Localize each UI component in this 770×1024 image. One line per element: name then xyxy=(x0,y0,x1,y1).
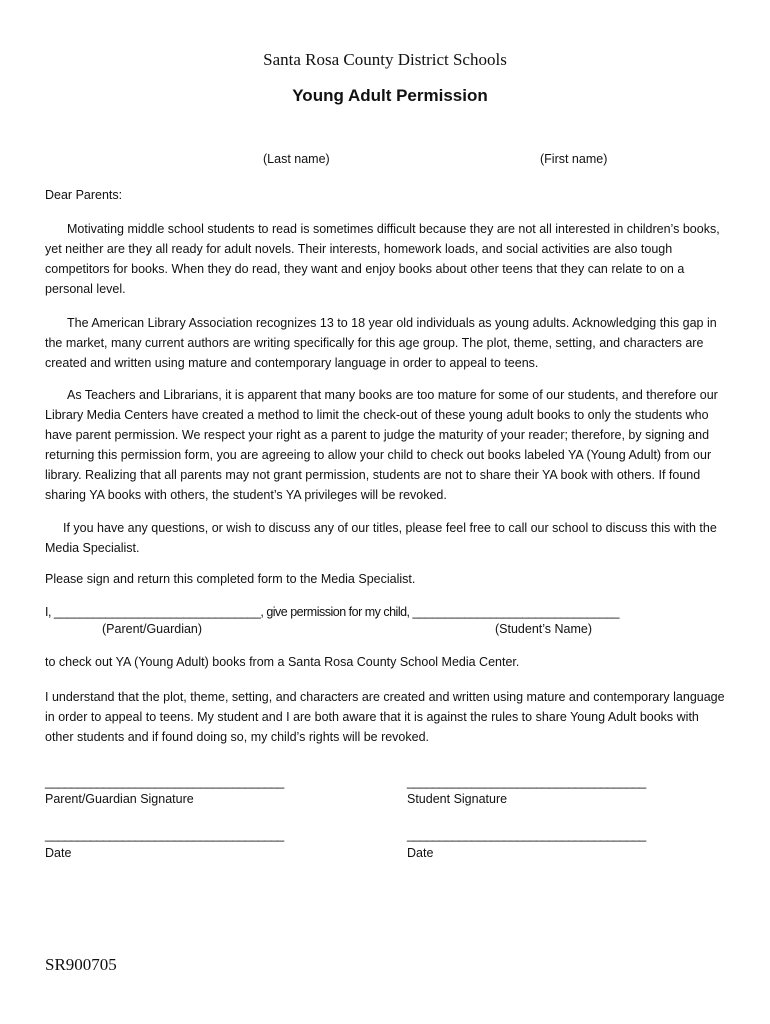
student-signature-line: _____________________________________ xyxy=(407,775,646,789)
parent-guardian-label: (Parent/Guardian) xyxy=(102,622,203,636)
permission-line: I, ________________________________, give permission for my child, ________________________________ xyxy=(45,605,619,619)
parent-date-label: Date xyxy=(45,846,72,860)
last-name-label: (Last name) xyxy=(263,152,330,166)
paragraph-ala: The American Library Association recognizes 13 to 18 year old individuals as young adults. Acknowledging this gap in the market, many current authors are writing specifically for this age group. The plot, theme, setting, and characters are created and written using mature and contemporary language in order to appeal to teens. xyxy=(45,316,717,370)
salutation: Dear Parents: xyxy=(45,188,123,202)
student-name-label: (Student’s Name) xyxy=(495,622,593,636)
parent-date-line: _____________________________________ xyxy=(45,828,284,842)
understanding-statement: I understand that the plot, theme, setting, and characters are created and written using mature and contemporary language in order to appeal to teens. My student and I are both aware that it is against the rules to share Young Adult books with other students and if found doing so, my child’s rights will be revoked. xyxy=(45,690,725,744)
first-name-label: (First name) xyxy=(540,152,608,166)
student-date-line: _____________________________________ xyxy=(407,828,646,842)
permission-continuation: to check out YA (Young Adult) books from a Santa Rosa County School Media Center. xyxy=(45,655,520,669)
paragraph-motivation: Motivating middle school students to read is sometimes difficult because they are not all interested in children’s books, yet neither are they all ready for adult novels. Their interests, homework loads, and social activities are also tough competitors for books. When they do read, they want and enjoy books about other teens that they can relate to on a personal level. xyxy=(45,222,720,296)
parent-signature-label: Parent/Guardian Signature xyxy=(45,792,194,806)
form-title: Young Adult Permission xyxy=(292,86,488,105)
paragraph-teachers: As Teachers and Librarians, it is apparent that many books are too mature for some of our students, and therefore our Library Media Centers have created a method to limit the check-out of these young adult books to only the students who have parent permission. We respect your right as a parent to judge the maturity of your reader; therefore, by signing and returning this permission form, you are agreeing to allow your child to check out books labeled YA (Young Adult) from our library. Realizing that all parents may not grant permission, students are not to share their YA book with others. If found sharing YA books with others, the student’s YA privileges will be revoked. xyxy=(45,388,718,502)
paragraph-questions: If you have any questions, or wish to discuss any of our titles, please feel free to call our school to discuss this with the Media Specialist. xyxy=(45,521,717,555)
form-code: SR900705 xyxy=(45,955,117,974)
district-name: Santa Rosa County District Schools xyxy=(263,50,507,69)
student-date-label: Date xyxy=(407,846,434,860)
student-signature-label: Student Signature xyxy=(407,792,508,806)
parent-signature-line: _____________________________________ xyxy=(45,775,284,789)
return-instruction: Please sign and return this completed form to the Media Specialist. xyxy=(45,572,416,586)
